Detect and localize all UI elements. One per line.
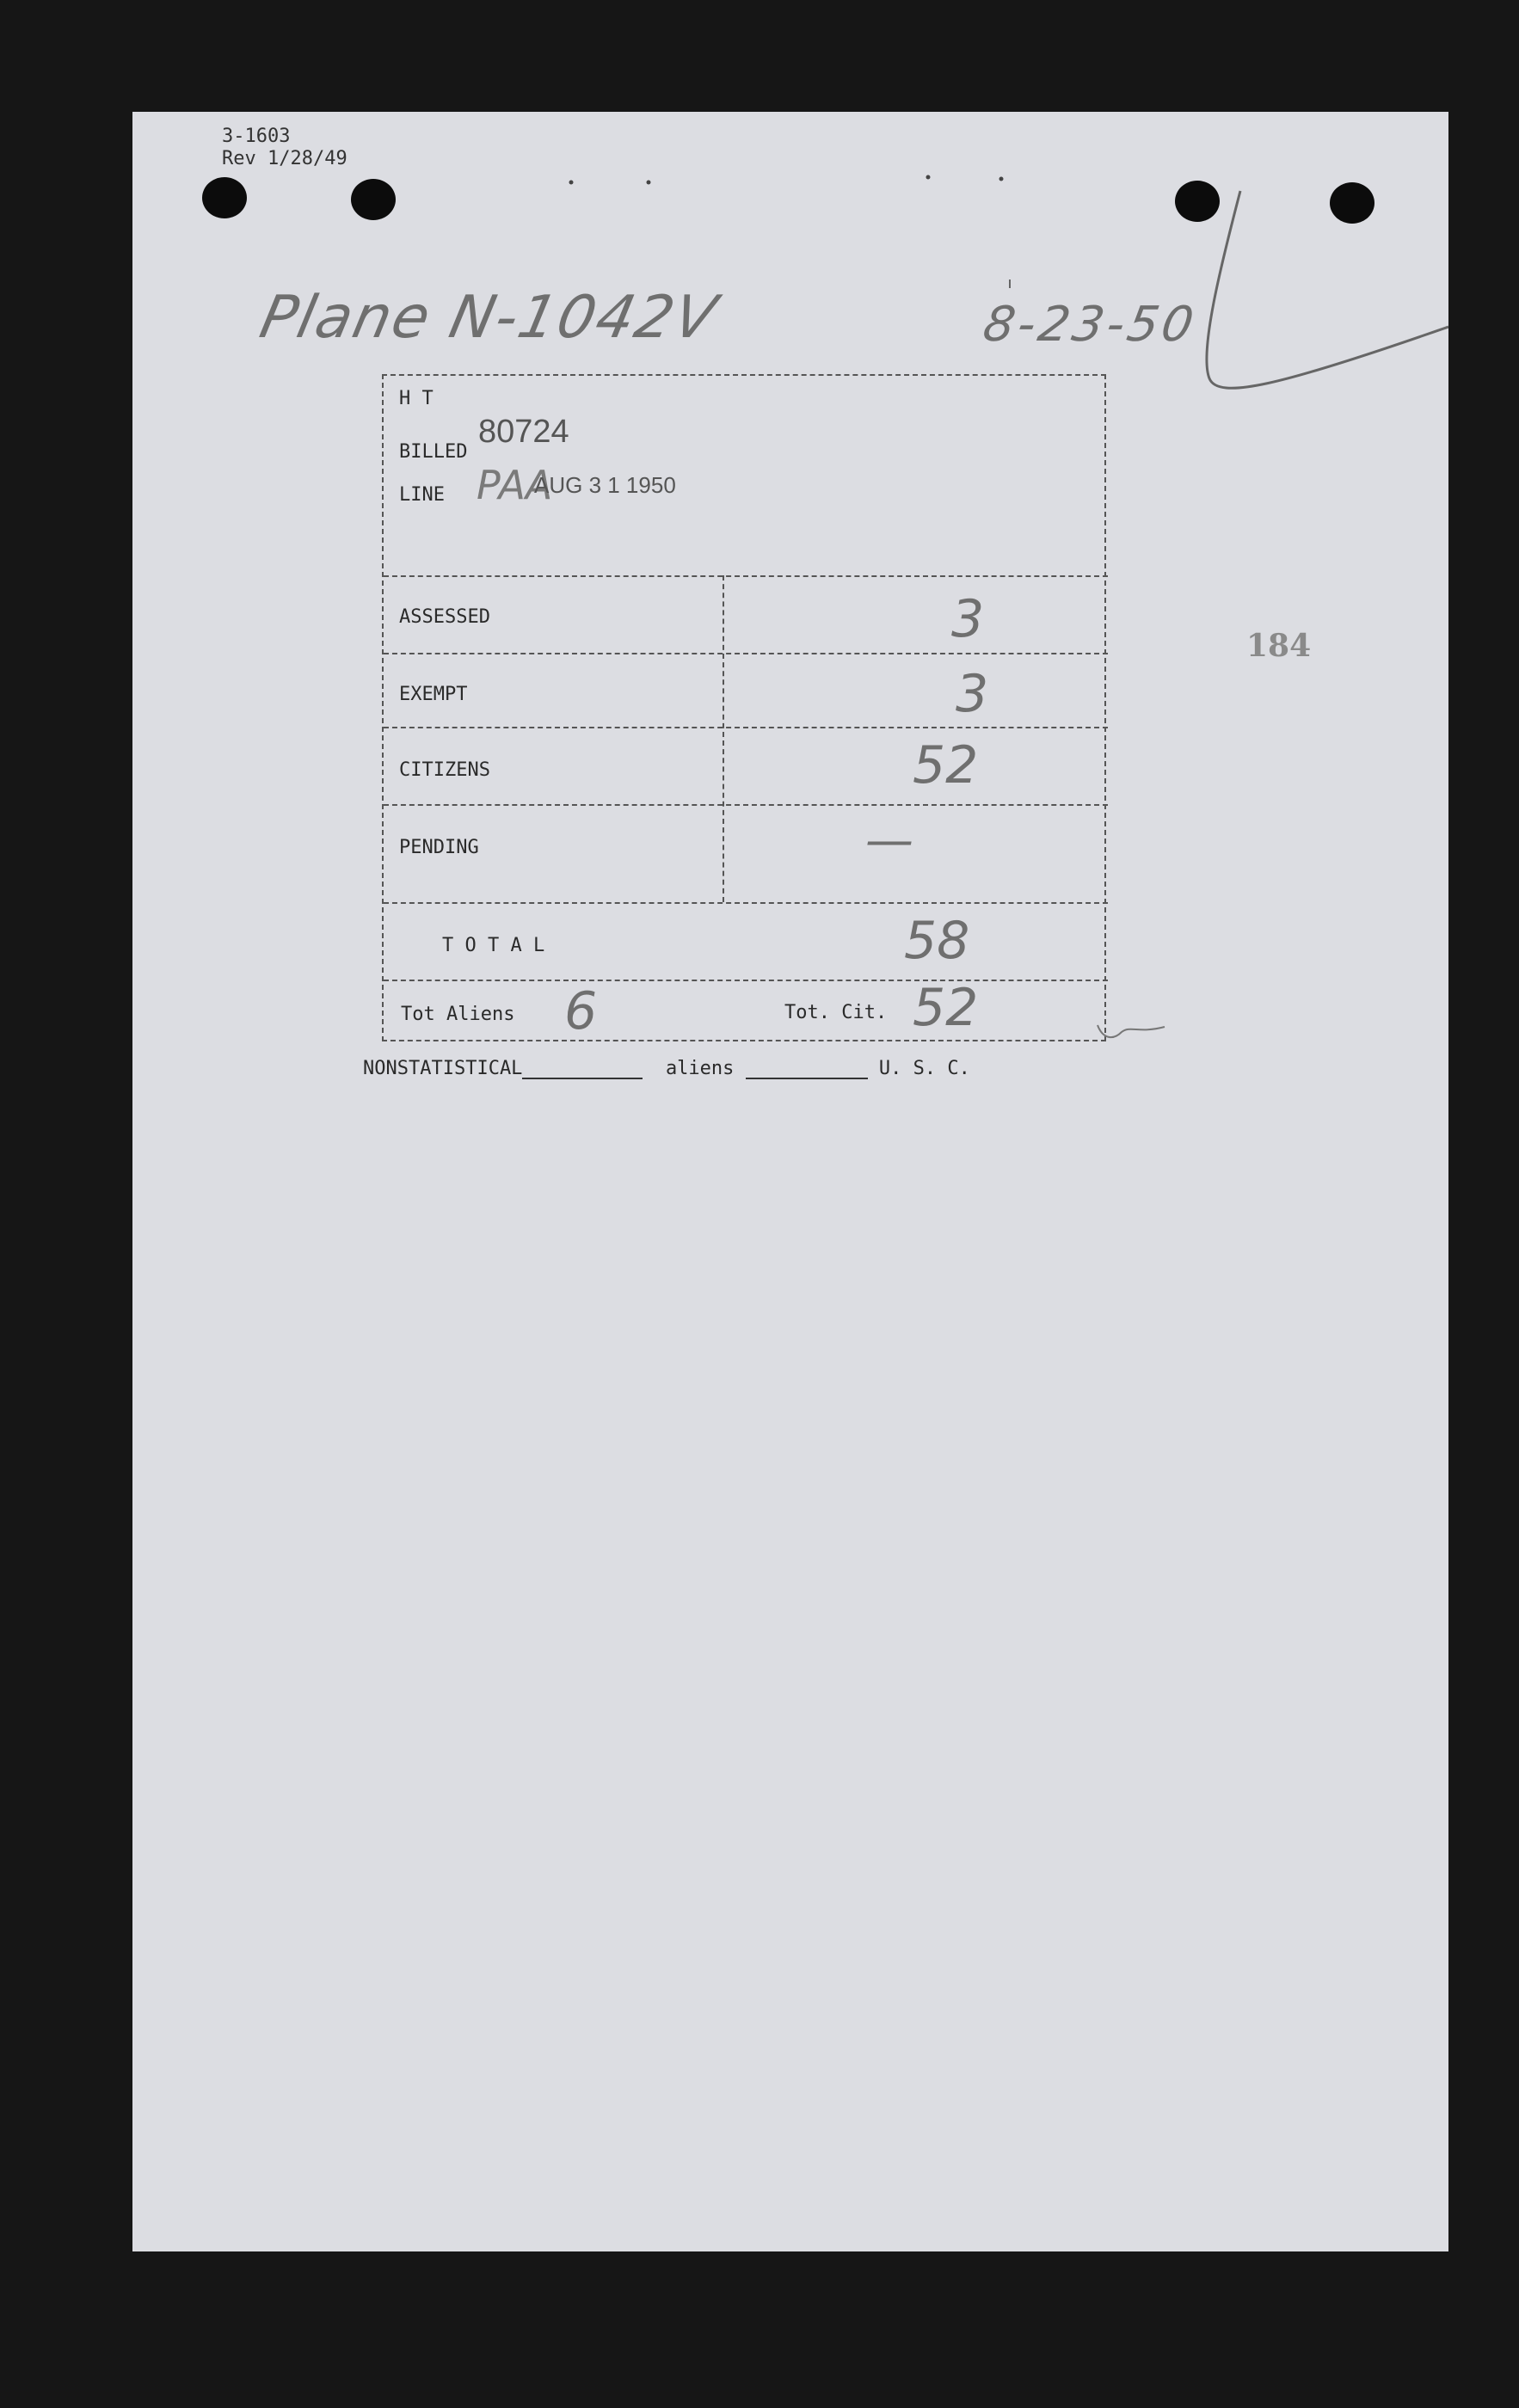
usc-label: U. S. C. bbox=[878, 1058, 970, 1079]
tot-cit-label: Tot. Cit. bbox=[784, 1002, 888, 1023]
nonstatistical-line bbox=[363, 1058, 970, 1079]
column-divider bbox=[723, 575, 724, 902]
pending-value: — bbox=[865, 813, 913, 869]
billed-number: 80724 bbox=[478, 414, 569, 450]
tot-cit-value: 52 bbox=[913, 978, 979, 1038]
citizens-value: 52 bbox=[913, 735, 979, 796]
tot-aliens-label: Tot Aliens bbox=[401, 1004, 515, 1025]
total-label: T O T A L bbox=[442, 935, 545, 956]
exempt-value: 3 bbox=[956, 664, 989, 724]
ht-label: H T bbox=[399, 388, 434, 409]
nonstatistical-label: NONSTATISTICAL bbox=[363, 1058, 523, 1079]
line-value: PAA bbox=[477, 462, 553, 508]
pending-label: PENDING bbox=[399, 837, 479, 858]
nonstatistical-blank bbox=[522, 1078, 643, 1079]
divider bbox=[384, 653, 1108, 654]
form-revision: Rev 1/28/49 bbox=[222, 148, 347, 169]
exempt-label: EXEMPT bbox=[399, 684, 468, 705]
total-value: 58 bbox=[904, 911, 970, 971]
divider bbox=[384, 804, 1108, 806]
form-number: 3-1603 bbox=[222, 126, 291, 147]
divider bbox=[384, 902, 1108, 904]
aliens-label: aliens bbox=[665, 1058, 735, 1079]
citizens-label: CITIZENS bbox=[399, 759, 490, 781]
handwritten-plane: Plane N-1042V bbox=[254, 284, 724, 352]
page-number: 184 bbox=[1246, 628, 1312, 664]
handwritten-date: 8-23-50 bbox=[979, 297, 1202, 353]
aliens-blank bbox=[746, 1078, 868, 1079]
divider bbox=[384, 727, 1108, 728]
tally-form-box bbox=[382, 374, 1106, 1041]
tot-aliens-value: 6 bbox=[564, 981, 598, 1041]
billed-label: BILLED bbox=[399, 441, 468, 463]
divider bbox=[384, 575, 1108, 577]
document-page bbox=[132, 112, 1448, 2251]
assessed-value: 3 bbox=[951, 589, 985, 649]
assessed-label: ASSESSED bbox=[399, 606, 490, 628]
divider bbox=[384, 980, 1108, 981]
line-label: LINE bbox=[399, 484, 445, 506]
received-date-stamp: AUG 3 1 1950 bbox=[534, 472, 676, 498]
